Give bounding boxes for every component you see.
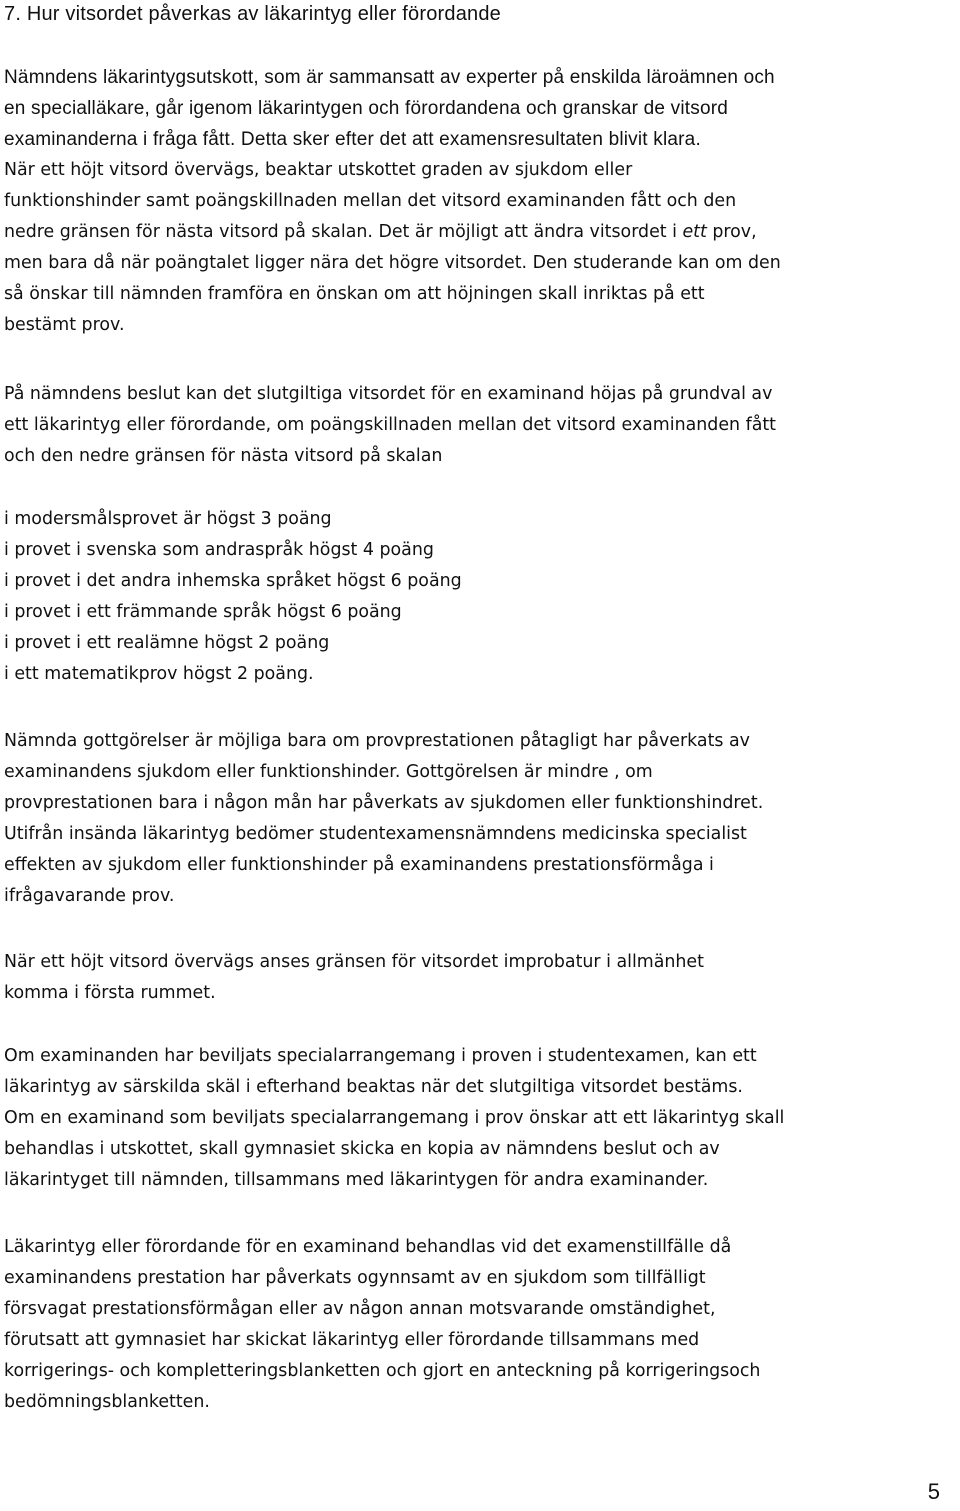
text-line: provprestationen bara i någon mån har påverkats av sjukdomen eller funktionshindret. <box>4 793 764 813</box>
points-list <box>4 504 956 690</box>
text-line: Om en examinand som beviljats specialarrangemang i prov önskar att ett läkarintyg skall <box>4 1108 785 1128</box>
text-line: Utifrån insända läkarintyg bedömer studentexamensnämndens medicinska specialist <box>4 824 747 844</box>
paragraph-exam-session <box>4 1232 956 1418</box>
text-line: funktionshinder samt poängskillnaden mellan det vitsord examinanden fått och den <box>4 191 737 211</box>
text-line: en specialläkare, går igenom läkarintygen och förordandena och granskar de vitsord <box>4 98 729 119</box>
text-line: Läkarintyg eller förordande för en examinand behandlas vid det examenstillfälle då <box>4 1237 732 1257</box>
text-line: examinanderna i fråga fått. Detta sker efter det att examensresultaten blivit klara. <box>4 129 701 150</box>
paragraph-improbatur <box>4 947 956 1009</box>
text-segment: nedre gränsen för nästa vitsord på skalan. Det är möjligt att ändra vitsordet i <box>4 222 683 242</box>
text-line: läkarintyg av särskilda skäl i efterhand beaktas när det slutgiltiga vitsordet bestäms. <box>4 1077 743 1097</box>
text-line: bedömningsblanketten. <box>4 1392 210 1412</box>
list-item: i modersmålsprovet är högst 3 poäng <box>4 509 332 529</box>
text-line: läkarintyget till nämnden, tillsammans med läkarintygen för andra examinander. <box>4 1170 709 1190</box>
text-line: så önskar till nämnden framföra en önskan om att höjningen skall inriktas på ett <box>4 284 705 304</box>
text-line: När ett höjt vitsord övervägs anses gränsen för vitsordet improbatur i allmänhet <box>4 952 704 972</box>
text-line: och den nedre gränsen för nästa vitsord på skalan <box>4 446 443 466</box>
text-line: förutsatt att gymnasiet har skickat läkarintyg eller förordande tillsammans med <box>4 1330 700 1350</box>
text-line: Om examinanden har beviljats specialarrangemang i proven i studentexamen, kan ett <box>4 1046 757 1066</box>
text-line: På nämndens beslut kan det slutgiltiga vitsordet för en examinand höjas på grundval av <box>4 384 773 404</box>
text-line: behandlas i utskottet, skall gymnasiet skicka en kopia av nämndens beslut och av <box>4 1139 720 1159</box>
text-line: examinandens sjukdom eller funktionshinder. Gottgörelsen är mindre , om <box>4 762 653 782</box>
text-line: ifrågavarande prov. <box>4 886 175 906</box>
text-line: När ett höjt vitsord övervägs, beaktar utskottet graden av sjukdom eller <box>4 160 633 180</box>
list-item: i ett matematikprov högst 2 poäng. <box>4 664 314 684</box>
paragraph-decision <box>4 379 956 472</box>
section-heading: 7. Hur vitsordet påverkas av läkarintyg eller förordande <box>4 3 501 25</box>
text-line-with-emphasis <box>4 217 956 248</box>
text-line: försvagat prestationsförmågan eller av någon annan motsvarande omständighet, <box>4 1299 716 1319</box>
paragraph-compensation <box>4 726 956 912</box>
text-line: examinandens prestation har påverkats ogynnsamt av en sjukdom som tillfälligt <box>4 1268 706 1288</box>
page-number: 5 <box>927 1479 940 1504</box>
text-segment: prov, <box>706 222 757 242</box>
text-line: komma i första rummet. <box>4 983 216 1003</box>
list-item: i provet i ett realämne högst 2 poäng <box>4 633 330 653</box>
text-line: bestämt prov. <box>4 315 125 335</box>
paragraph-committee <box>4 62 956 341</box>
text-line: korrigerings- och kompletteringsblanketten och gjort en anteckning på korrigeringsoch <box>4 1361 761 1381</box>
text-line: Nämnda gottgörelser är möjliga bara om provprestationen påtagligt har påverkats av <box>4 731 750 751</box>
paragraph-special-arrangements <box>4 1041 956 1196</box>
list-item: i provet i det andra inhemska språket högst 6 poäng <box>4 571 462 591</box>
text-line: effekten av sjukdom eller funktionshinder på examinandens prestationsförmåga i <box>4 855 714 875</box>
text-line: ett läkarintyg eller förordande, om poängskillnaden mellan det vitsord examinanden fått <box>4 415 776 435</box>
emphasis-word: ett <box>682 222 707 242</box>
list-item: i provet i ett främmande språk högst 6 poäng <box>4 602 402 622</box>
text-line: Nämndens läkarintygsutskott, som är sammansatt av experter på enskilda läroämnen och <box>4 67 775 88</box>
text-line: men bara då när poängtalet ligger nära det högre vitsordet. Den studerande kan om den <box>4 253 781 273</box>
list-item: i provet i svenska som andraspråk högst 4 poäng <box>4 540 434 560</box>
